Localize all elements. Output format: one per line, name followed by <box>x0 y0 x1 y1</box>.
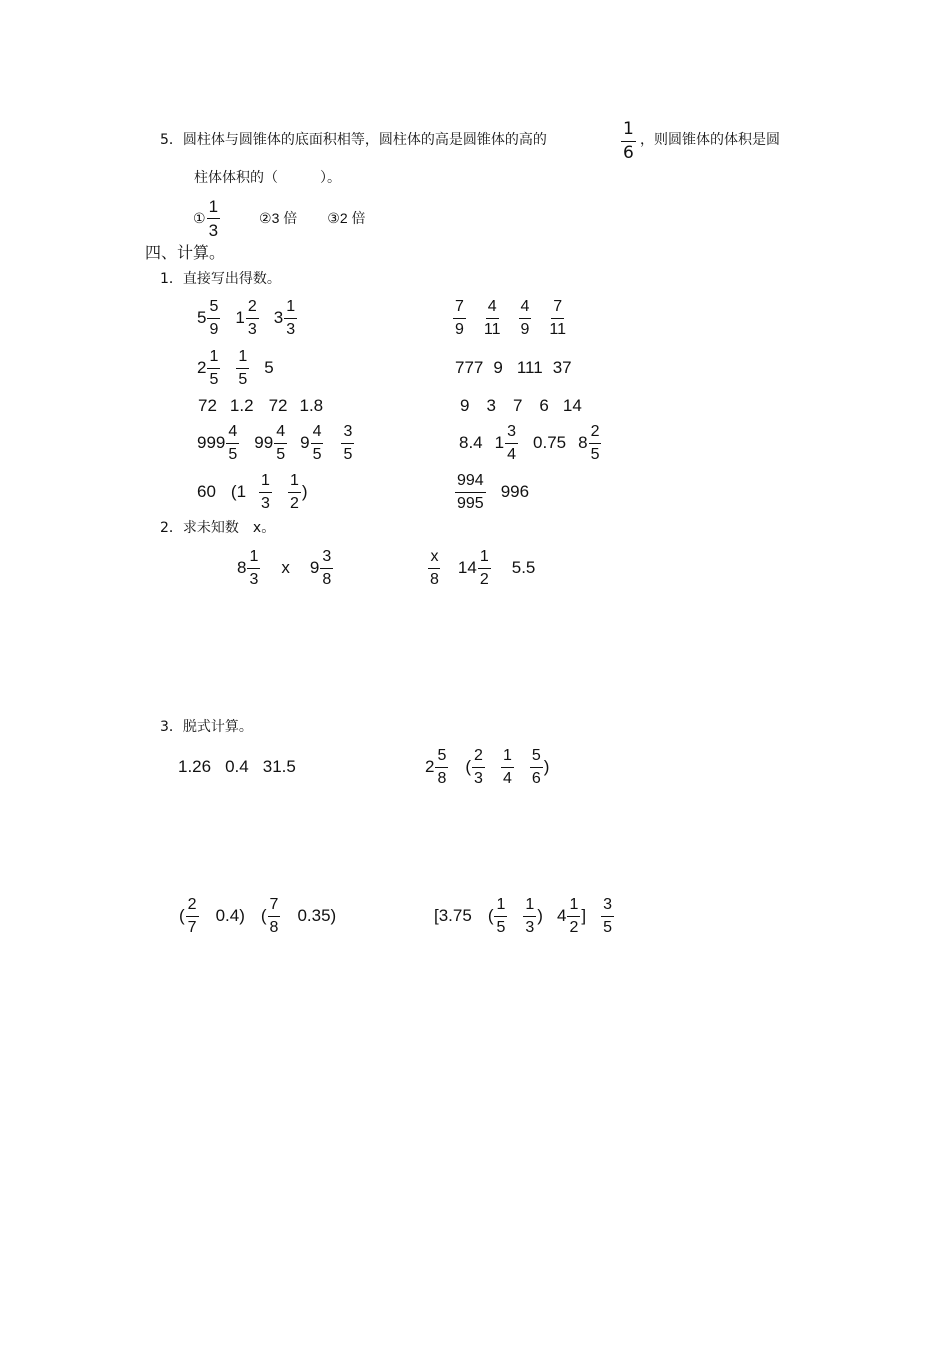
part3-expr4 <box>434 890 615 942</box>
math-token: 1 <box>501 748 514 768</box>
math-token: 7 <box>268 897 281 917</box>
math-token: 5 <box>312 445 322 463</box>
fraction <box>455 473 486 512</box>
mixed-number <box>237 549 261 588</box>
fraction <box>505 424 518 463</box>
math-token: 5 <box>603 918 612 936</box>
fraction <box>274 424 287 463</box>
fraction <box>246 299 259 338</box>
part1-row5-right <box>454 466 529 518</box>
q5-fraction <box>620 121 637 162</box>
math-token: 3 <box>525 918 535 936</box>
part1-row1-right <box>452 292 569 344</box>
math-token: 4 <box>502 769 512 787</box>
math-token: 4 <box>274 424 287 444</box>
q5-options <box>193 192 366 244</box>
math-token: x <box>428 549 440 569</box>
math-token: 14 <box>562 396 582 415</box>
math-token: 9 <box>493 358 503 377</box>
section-title: 四、计算。 <box>145 243 226 262</box>
math-token: 996 <box>500 482 530 501</box>
fraction <box>341 424 354 463</box>
math-token: 995 <box>457 494 484 512</box>
math-token: 4 <box>556 906 567 925</box>
fraction <box>320 549 333 588</box>
fraction <box>472 748 485 787</box>
mixed-number <box>197 424 240 463</box>
math-token: 3 <box>320 549 333 569</box>
mixed-number <box>557 897 581 936</box>
math-token: 2 <box>589 424 602 444</box>
math-token: 3 <box>341 424 354 444</box>
math-token: 5 <box>276 445 286 463</box>
fraction <box>226 424 239 463</box>
fraction <box>482 299 503 338</box>
math-token: 3 <box>601 897 614 917</box>
fraction <box>435 748 448 787</box>
math-token: 1 <box>236 349 249 369</box>
math-token: 999 <box>197 433 226 452</box>
q5-opt1-mark: ① <box>193 209 206 226</box>
part3-title: 3．脱式计算。 <box>160 719 253 735</box>
math-token: 3 <box>273 308 284 327</box>
math-token: 1 <box>259 473 272 493</box>
math-token: 11 <box>549 320 567 338</box>
math-token: 9 <box>455 320 464 338</box>
math-token: 8 <box>322 570 332 588</box>
math-token: ) <box>537 906 543 925</box>
q5-frac-den: 6 <box>623 143 634 163</box>
math-token: 5 <box>530 748 543 768</box>
math-token: 7 <box>453 299 466 319</box>
math-token: 8 <box>269 918 279 936</box>
fraction <box>601 897 614 936</box>
math-token: 2 <box>197 358 207 377</box>
math-token: 3 <box>286 320 296 338</box>
math-token: ) <box>543 757 550 776</box>
math-token: 11 <box>483 320 501 338</box>
part2-eq2 <box>427 542 535 594</box>
fraction <box>259 473 272 512</box>
math-token: 1.8 <box>299 396 324 415</box>
part1-row1-left <box>197 292 298 344</box>
fraction <box>494 897 507 936</box>
math-token: 9 <box>300 433 310 452</box>
math-token: 1 <box>247 549 260 569</box>
fraction <box>523 897 536 936</box>
q5-line1-tail: ，则圆锥体的体积是圆 <box>640 132 780 148</box>
math-token: 8 <box>578 433 588 452</box>
math-token: 0.4 <box>225 757 249 776</box>
math-token: 72 <box>268 396 288 415</box>
math-token: 1 <box>288 473 301 493</box>
math-token: 3 <box>505 424 518 444</box>
mixed-number <box>235 299 259 338</box>
math-token: (1 <box>230 482 247 501</box>
math-token: 9 <box>460 396 470 415</box>
mixed-number <box>300 424 324 463</box>
fraction <box>207 198 220 239</box>
math-token: 9 <box>520 320 530 338</box>
math-token: 37 <box>552 358 572 377</box>
math-token: 5 <box>343 445 353 463</box>
mixed-number <box>254 424 288 463</box>
math-token: ] <box>581 906 587 925</box>
math-token: 5 <box>590 445 600 463</box>
math-token: 2 <box>425 757 435 776</box>
math-token: 14 <box>457 558 477 577</box>
fraction <box>207 299 220 338</box>
math-token: ( <box>465 757 472 776</box>
q5-opt1-den: 3 <box>208 220 219 240</box>
math-token: 4 <box>226 424 239 444</box>
q5-opt2: ②3 倍 <box>259 210 298 226</box>
mixed-number <box>310 549 334 588</box>
math-token: 8 <box>430 570 439 588</box>
part1-title: 1．直接写出得数。 <box>160 271 281 287</box>
math-token: 5 <box>209 370 219 388</box>
part3-expr3 <box>179 890 336 942</box>
q5-line1: 5．圆柱体与圆锥体的底面积相等，圆柱体的高是圆锥体的高的 <box>160 132 547 148</box>
fraction <box>519 299 532 338</box>
q5-opt3: ③2 倍 <box>327 210 366 226</box>
fraction <box>478 549 491 588</box>
math-token: 1 <box>494 433 505 452</box>
math-token: 3 <box>247 320 257 338</box>
math-token: [3.75 <box>434 906 472 925</box>
math-token: 3 <box>261 494 270 512</box>
math-token: 5 <box>238 370 248 388</box>
math-token: 2 <box>479 570 489 588</box>
math-token: 994 <box>455 473 486 493</box>
math-token: 2 <box>289 494 299 512</box>
mixed-number <box>197 299 221 338</box>
part3-expr2 <box>425 741 549 793</box>
fraction <box>186 897 199 936</box>
part1-row4-left <box>197 417 355 469</box>
math-token: 4 <box>519 299 532 319</box>
fraction <box>428 549 441 588</box>
mixed-number <box>458 549 492 588</box>
q5-frac-num: 1 <box>621 121 636 142</box>
part1-row4-right <box>459 417 602 469</box>
math-token: ( <box>179 906 185 925</box>
math-token: 2 <box>186 897 199 917</box>
fraction <box>589 424 602 463</box>
math-token: 1 <box>235 308 245 327</box>
math-token: 8 <box>437 769 447 787</box>
fraction <box>547 299 568 338</box>
part1-row5-left <box>197 466 308 518</box>
math-token: 60 <box>197 482 216 501</box>
math-token: 5 <box>496 918 506 936</box>
math-token: 5 <box>207 299 220 319</box>
math-token: 1 <box>494 897 507 917</box>
math-token: 7 <box>551 299 564 319</box>
math-token: 2 <box>246 299 259 319</box>
math-token: 3 <box>474 769 483 787</box>
fraction <box>621 121 636 162</box>
math-token: 3 <box>249 570 259 588</box>
q5-line2: 柱体体积的（ ）。 <box>194 170 341 186</box>
part2-title: 2．求未知数 x。 <box>160 520 276 536</box>
fraction <box>247 549 260 588</box>
math-token: 5 <box>197 308 207 327</box>
math-token: 7 <box>512 396 523 415</box>
math-token: 1 <box>478 549 491 569</box>
math-token: 1 <box>523 897 536 917</box>
math-token: 6 <box>531 769 541 787</box>
math-token: 0.35) <box>297 906 337 925</box>
math-token: 5.5 <box>511 558 536 577</box>
fraction <box>288 473 301 512</box>
fraction <box>453 299 466 338</box>
math-token: 72 <box>198 396 217 415</box>
fraction <box>268 897 281 936</box>
math-token: 4 <box>311 424 324 444</box>
math-token: 1 <box>567 897 580 917</box>
math-token: 1.2 <box>229 396 254 415</box>
math-token: 5 <box>264 358 274 377</box>
mixed-number <box>425 748 449 787</box>
fraction <box>501 748 514 787</box>
math-token: 9 <box>309 558 320 577</box>
math-token: 5 <box>228 445 238 463</box>
mixed-number <box>578 424 602 463</box>
math-token: 111 <box>516 358 543 377</box>
fraction <box>530 748 543 787</box>
fraction <box>284 299 297 338</box>
math-token: 2 <box>569 918 579 936</box>
math-token: 0.4) <box>215 906 245 925</box>
math-token: 2 <box>472 748 485 768</box>
math-token: 1 <box>207 349 220 369</box>
math-token: 9 <box>209 320 219 338</box>
math-token: 3 <box>486 396 496 415</box>
math-token: ( <box>260 906 267 925</box>
math-token: 5 <box>435 748 448 768</box>
math-token: 4 <box>507 445 517 463</box>
math-token: 1 <box>284 299 297 319</box>
mixed-number <box>274 299 298 338</box>
math-token: 1.26 <box>178 757 212 776</box>
math-token: 6 <box>539 396 549 415</box>
fraction <box>567 897 580 936</box>
part3-expr1 <box>178 741 296 793</box>
math-token: 0.75 <box>533 433 567 452</box>
math-token: 8 <box>237 558 247 577</box>
math-token: x <box>281 558 290 577</box>
fraction <box>311 424 324 463</box>
q5-opt1-num: 1 <box>207 198 220 219</box>
part2-eq1 <box>237 542 334 594</box>
math-token: 8.4 <box>459 433 483 452</box>
math-token: ( <box>487 906 494 925</box>
math-token: 4 <box>486 299 499 319</box>
math-token: 7 <box>187 918 197 936</box>
math-token: 31.5 <box>262 757 296 776</box>
math-token: ) <box>301 482 308 501</box>
math-token: 777 <box>455 358 484 377</box>
mixed-number <box>495 424 519 463</box>
math-token: 99 <box>254 433 274 452</box>
